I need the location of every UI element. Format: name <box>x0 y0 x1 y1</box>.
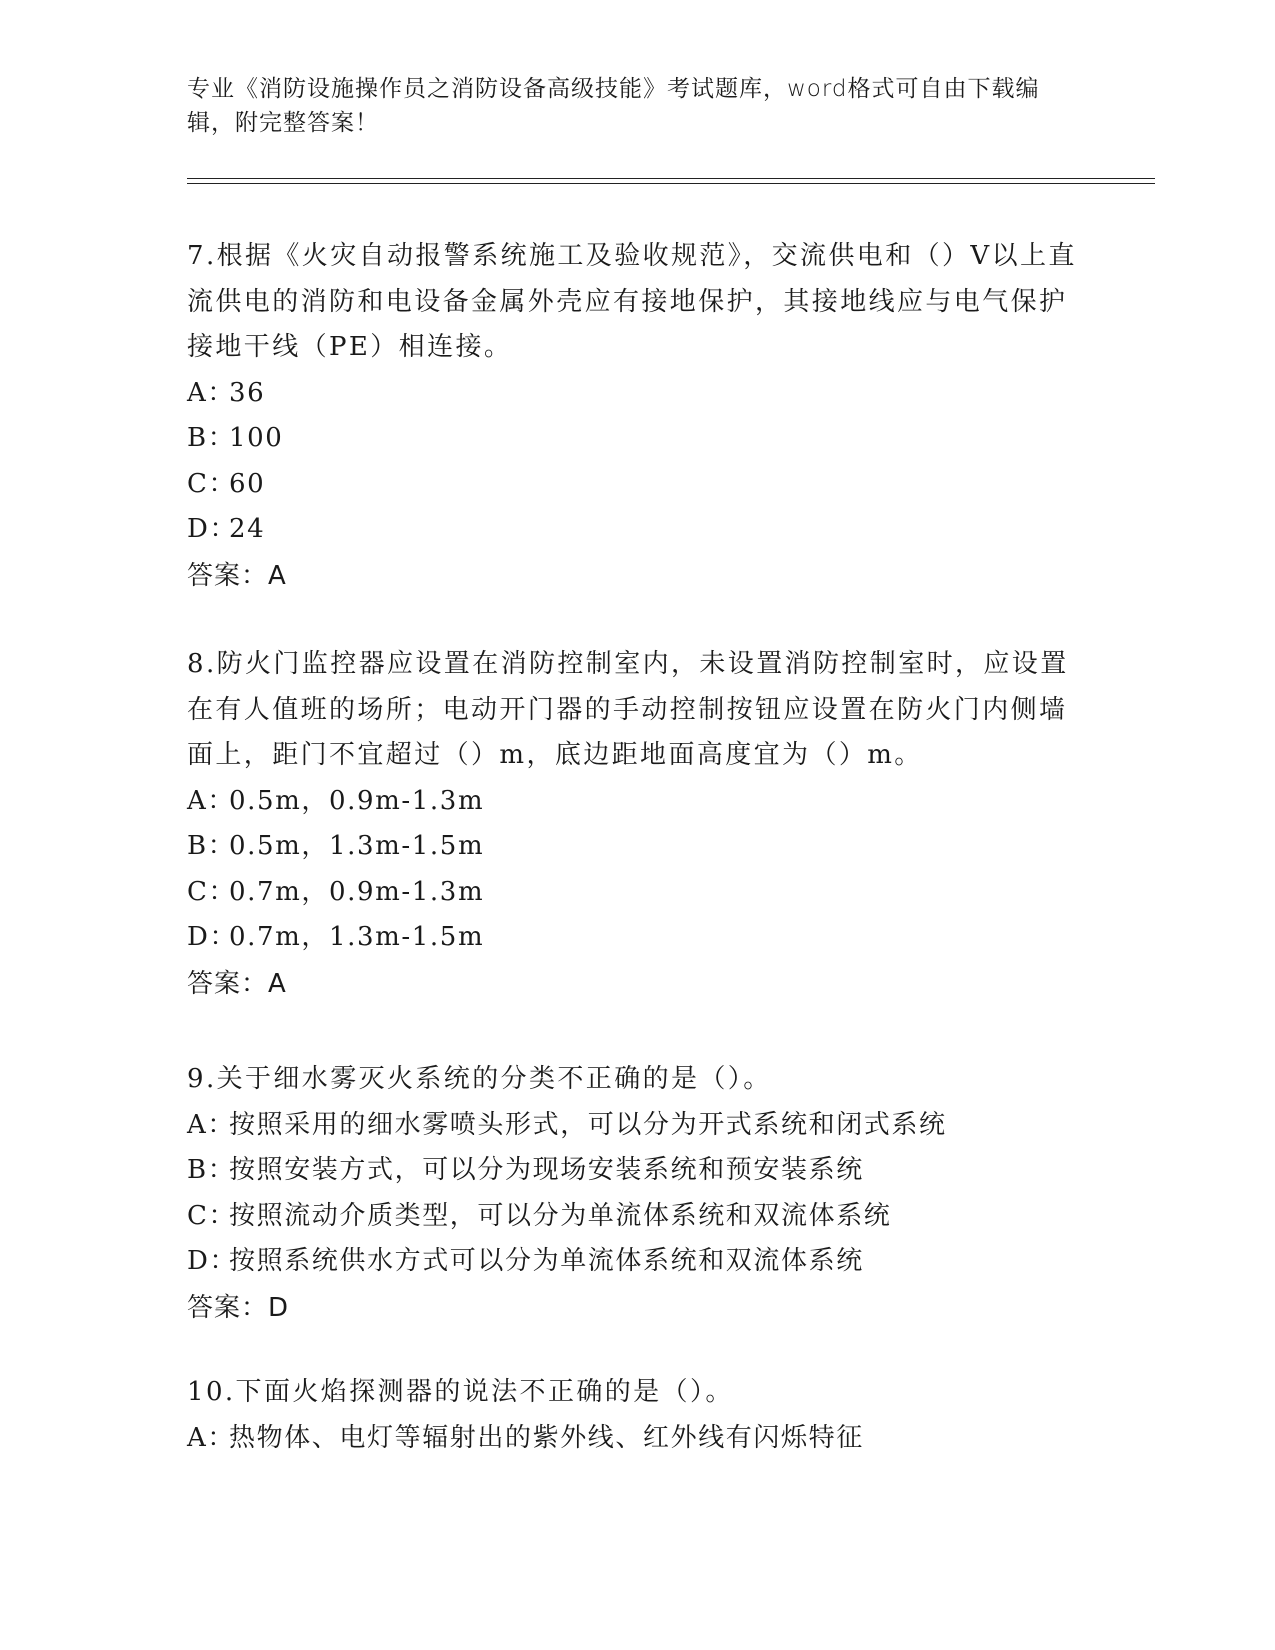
option-c <box>187 870 1087 916</box>
option-key: A： <box>187 1422 235 1453</box>
answer-line: 答案：A <box>187 968 287 999</box>
option-key: A： <box>187 1109 235 1140</box>
option-key: B： <box>187 831 236 861</box>
option-text: 0.5m，0.9m-1.3m <box>229 785 485 816</box>
option-key: C： <box>187 468 237 499</box>
option-text: 36 <box>229 377 266 408</box>
option-key: C： <box>187 876 237 907</box>
answer-line: 答案：D <box>187 1292 290 1323</box>
question-9 <box>187 1057 1087 1331</box>
option-b <box>187 824 1087 870</box>
option-text: 60 <box>229 468 266 499</box>
question-stem: 8.防火门监控器应设置在消防控制室内，未设置消防控制室时，应设置在有人值班的场所；电动开门器的手动控制按钮应设置在防火门内侧墙面上，距门不宜超过（）m，底边距地面高度宜为（）m。 <box>187 649 1069 770</box>
answer-line: 答案：A <box>187 560 287 591</box>
option-text: 热物体、电灯等辐射出的紫外线、红外线有闪烁特征 <box>229 1422 864 1453</box>
option-b <box>187 416 1087 462</box>
question-stem: 9.关于细水雾灭火系统的分类不正确的是（）。 <box>187 1064 772 1094</box>
option-text: 按照采用的细水雾喷头形式，可以分为开式系统和闭式系统 <box>229 1109 947 1140</box>
option-key: D： <box>187 1246 238 1276</box>
question-stem: 7.根据《火灾自动报警系统施工及验收规范》，交流供电和（）V以上直流供电的消防和电设备金属外壳应有接地保护，其接地线应与电气保护接地干线（PE）相连接。 <box>187 241 1077 362</box>
option-text: 100 <box>229 423 284 453</box>
option-key: B： <box>187 1155 236 1185</box>
option-text: 0.5m，1.3m-1.5m <box>229 831 485 861</box>
option-d <box>187 915 1087 961</box>
option-key: C： <box>187 1200 237 1231</box>
option-b <box>187 1148 1087 1194</box>
header-divider-bottom <box>187 183 1155 184</box>
option-key: A： <box>187 785 235 816</box>
option-c <box>187 1194 1087 1240</box>
option-d <box>187 507 1087 553</box>
question-stem: 10.下面火焰探测器的说法不正确的是（）。 <box>187 1377 734 1407</box>
question-7 <box>187 234 1087 599</box>
option-a <box>187 371 1087 417</box>
option-text: 按照系统供水方式可以分为单流体系统和双流体系统 <box>229 1246 864 1276</box>
option-text: 0.7m，1.3m-1.5m <box>229 922 485 952</box>
option-key: A： <box>187 377 235 408</box>
option-text: 按照安装方式，可以分为现场安装系统和预安装系统 <box>229 1155 864 1185</box>
option-a <box>187 1103 1087 1149</box>
option-text: 按照流动介质类型，可以分为单流体系统和双流体系统 <box>229 1200 892 1231</box>
option-text: 24 <box>229 514 266 544</box>
option-key: D： <box>187 922 238 952</box>
option-d <box>187 1239 1087 1285</box>
document-header: 专业《消防设施操作员之消防设备高级技能》考试题库，word格式可自由下载编辑，附完整答案！ <box>187 76 1040 136</box>
question-10 <box>187 1370 1087 1461</box>
option-key: D： <box>187 514 238 544</box>
question-8 <box>187 642 1087 1007</box>
option-a <box>187 779 1087 825</box>
option-a <box>187 1416 1087 1462</box>
option-key: B： <box>187 423 236 453</box>
header-divider-top <box>187 178 1155 179</box>
option-text: 0.7m，0.9m-1.3m <box>229 876 485 907</box>
option-c <box>187 462 1087 508</box>
